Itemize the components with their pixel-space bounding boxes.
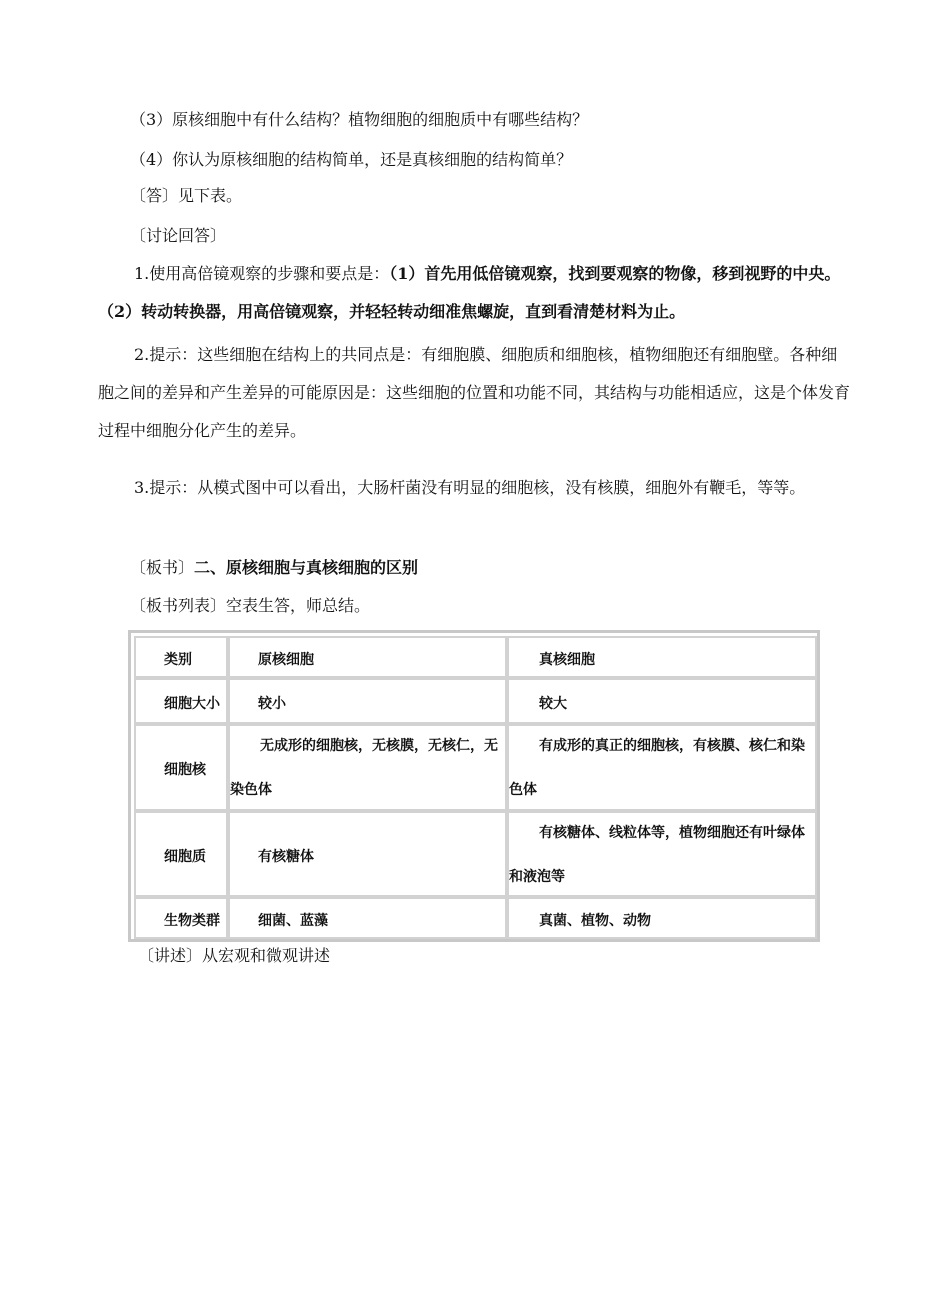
table-row-label: 生物类群 — [134, 897, 228, 939]
board-list-line: 〔板书列表〕空表生答，师总结。 — [130, 596, 371, 615]
table-cell: 较小 — [228, 678, 507, 724]
table-header-cell: 真核细胞 — [507, 636, 817, 678]
table-cell: 有核糖体、线粒体等，植物细胞还有叶绿体和液泡等 — [507, 811, 817, 897]
table-row-label: 细胞核 — [134, 724, 228, 811]
item-1-prefix: 1.使用高倍镜观察的步骤和要点是： — [134, 264, 390, 283]
table-header-cell: 原核细胞 — [228, 636, 507, 678]
board-prefix: 〔板书〕 — [130, 558, 195, 577]
item-1-bold-text: （1）首先用低倍镜观察，找到要观察的物像，移到视野的中央。（2）转动转换器，用高倍镜观察，并轻轻转动细准焦螺旋，直到看清楚材料为止。 — [98, 264, 841, 321]
board-heading — [130, 558, 858, 578]
table-header-cell: 类别 — [134, 636, 228, 678]
discussion-item-1 — [98, 255, 850, 331]
table-cell: 真菌、植物、动物 — [507, 897, 817, 939]
discussion-heading: 〔讨论回答〕 — [130, 226, 227, 245]
comparison-table — [128, 630, 820, 942]
answer-line: 〔答〕见下表。 — [130, 186, 243, 205]
table-cell: 有成形的真正的细胞核，有核膜、核仁和染色体 — [507, 724, 817, 811]
lecture-line: 〔讲述〕从宏观和微观讲述 — [138, 946, 331, 965]
table-row-label: 细胞大小 — [134, 678, 228, 724]
discussion-item-2: 2.提示：这些细胞在结构上的共同点是：有细胞膜、细胞质和细胞核，植物细胞还有细胞壁。各种细胞之间的差异和产生差异的可能原因是：这些细胞的位置和功能不同，其结构与功能相适应，这是个体发育过程中细胞分化产生的差异。 — [98, 345, 851, 440]
table-cell: 较大 — [507, 678, 817, 724]
question-4: （4）你认为原核细胞的结构简单，还是真核细胞的结构简单？ — [130, 150, 573, 169]
table-cell: 有核糖体 — [228, 811, 507, 897]
table-row-label: 细胞质 — [134, 811, 228, 897]
table-cell: 无成形的细胞核，无核膜，无核仁，无染色体 — [228, 724, 507, 811]
table-cell: 细菌、蓝藻 — [228, 897, 507, 939]
question-3: （3）原核细胞中有什么结构？植物细胞的细胞质中有哪些结构？ — [130, 110, 589, 129]
discussion-item-3: 3.提示：从模式图中可以看出，大肠杆菌没有明显的细胞核，没有核膜，细胞外有鞭毛，等等。 — [134, 478, 806, 497]
board-title: 二、原核细胞与真核细胞的区别 — [194, 558, 419, 577]
